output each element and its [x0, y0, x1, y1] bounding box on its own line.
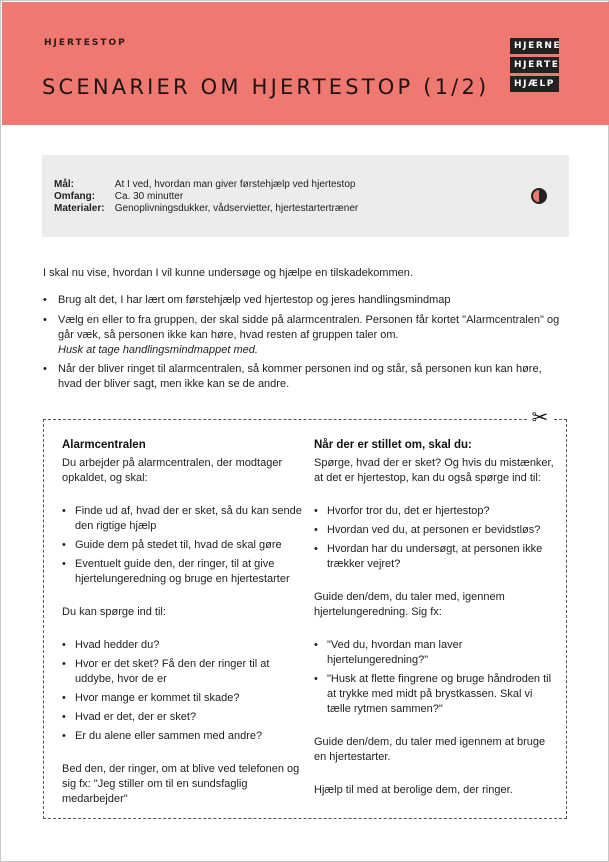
aed-guide-text: Guide den/dem, du taler med igennem at bruge en hjertestarter.: [314, 736, 546, 763]
list-item: • "Ved du, hvordan man laver hjertelungeredning?": [314, 638, 559, 668]
list-item: • Hvor er det sket? Få den der ringer til at uddybe, hvor de er: [62, 657, 302, 687]
quote-list: [314, 638, 559, 717]
list-item: • Hvordan har du undersøgt, at personen ikke trækker vejret?: [314, 542, 559, 572]
calm-text: Hjælp til med at berolige dem, der ringer.: [314, 784, 513, 796]
question-list: [62, 638, 302, 744]
header-kicker: HJERTESTOP: [44, 38, 127, 48]
column-heading: Alarmcentralen: [62, 439, 146, 451]
page-header: [2, 2, 609, 125]
list-item: • Hvorfor tror du, det er hjertestop?: [314, 504, 559, 519]
cpr-guide-intro: Guide den/dem, du taler med, igennem hjertelungeredning. Sig fx:: [314, 591, 505, 618]
info-panel: [42, 155, 569, 237]
info-label: Omfang:: [54, 191, 96, 202]
list-item: • Hvad er det, der er sket?: [62, 710, 302, 725]
column-intro: Spørge, hvad der er sket? Og hvis du mistænker, at det er hjertestop, kan du også spørge ind til:: [314, 457, 554, 484]
question-list: [314, 504, 559, 572]
logo-word-hjerte: HJERTE: [510, 57, 559, 73]
list-item-text: Når der bliver ringet til alarmcentralen, så kommer personen ind og står, så personen kun kan høre, hvad der bliver sagt, men ikke kan se de andre.: [58, 363, 542, 390]
closing-text: Bed den, der ringer, om at blive ved telefonen og sig fx: "Jeg stiller om til en sundsfaglig medarbejder": [62, 763, 300, 805]
info-label: Materialer:: [54, 203, 105, 214]
list-item: • Guide dem på stedet til, hvad de skal gøre: [62, 538, 302, 553]
list-item-note: Husk at tage handlingsmindmappet med.: [58, 344, 258, 356]
list-item: • Eventuelt guide den, der ringer, til at give hjertelungeredning og bruge en hjertestarter: [62, 557, 302, 587]
info-value: At I ved, hvordan man giver førstehjælp ved hjertestop: [114, 179, 356, 190]
list-item: • Hvad hedder du?: [62, 638, 302, 653]
list-item: [43, 313, 563, 358]
info-row-goal: [54, 179, 355, 191]
list-item-text: Brug alt det, I har lært om førstehjælp ved hjertestop og jeres handlingsmindmap: [58, 294, 451, 306]
list-item: • Hvordan ved du, at personen er bevidstløs?: [314, 523, 559, 538]
card-column-alarm-central: [62, 438, 302, 825]
info-value: Genoplivningsdukker, vådservietter, hjertestartertræner: [114, 203, 359, 214]
scissors-icon: ✂: [528, 407, 552, 429]
intro-text: I skal nu vise, hvordan I vil kunne undersøge og hjælpe en tilskadekommen.: [43, 267, 413, 279]
list-item: [43, 362, 563, 392]
list-item-text: Vælg en eller to fra gruppen, der skal sidde på alarmcentralen. Personen får kortet "Alarmcentralen" og går væk, så personen ikke kan høre, hvad resten af gruppen taler om.: [58, 314, 560, 341]
info-row-scope: [54, 191, 183, 203]
logo-word-hjerne: HJERNE: [510, 38, 559, 54]
list-item: • Finde ud af, hvad der er sket, så du kan sende den rigtige hjælp: [62, 504, 302, 534]
column-heading: Når der er stillet om, skal du:: [314, 439, 472, 451]
half-circle-icon: [531, 188, 547, 204]
list-item: • Hvor mange er kommet til skade?: [62, 691, 302, 706]
brand-logo: [510, 38, 570, 95]
list-item: [43, 293, 563, 308]
column-intro: Du arbejder på alarmcentralen, der modtager opkaldet, og skal:: [62, 457, 283, 484]
info-row-materials: [54, 203, 358, 215]
info-label: Mål:: [54, 179, 74, 190]
page-title: SCENARIER OM HJERTESTOP (1/2): [42, 75, 490, 99]
task-list: [62, 504, 302, 587]
logo-word-hjaelp: HJÆLP: [510, 76, 559, 92]
instruction-list: [43, 293, 563, 397]
info-value: Ca. 30 minutter: [114, 191, 184, 202]
list-item: • "Husk at flette fingrene og bruge håndroden til at trykke med midt på brystkassen. Skal vi tælle rytmen sammen?": [314, 672, 559, 717]
list-item: • Er du alene eller sammen med andre?: [62, 729, 302, 744]
questions-intro: Du kan spørge ind til:: [62, 606, 166, 618]
card-column-after-transfer: [314, 438, 559, 816]
